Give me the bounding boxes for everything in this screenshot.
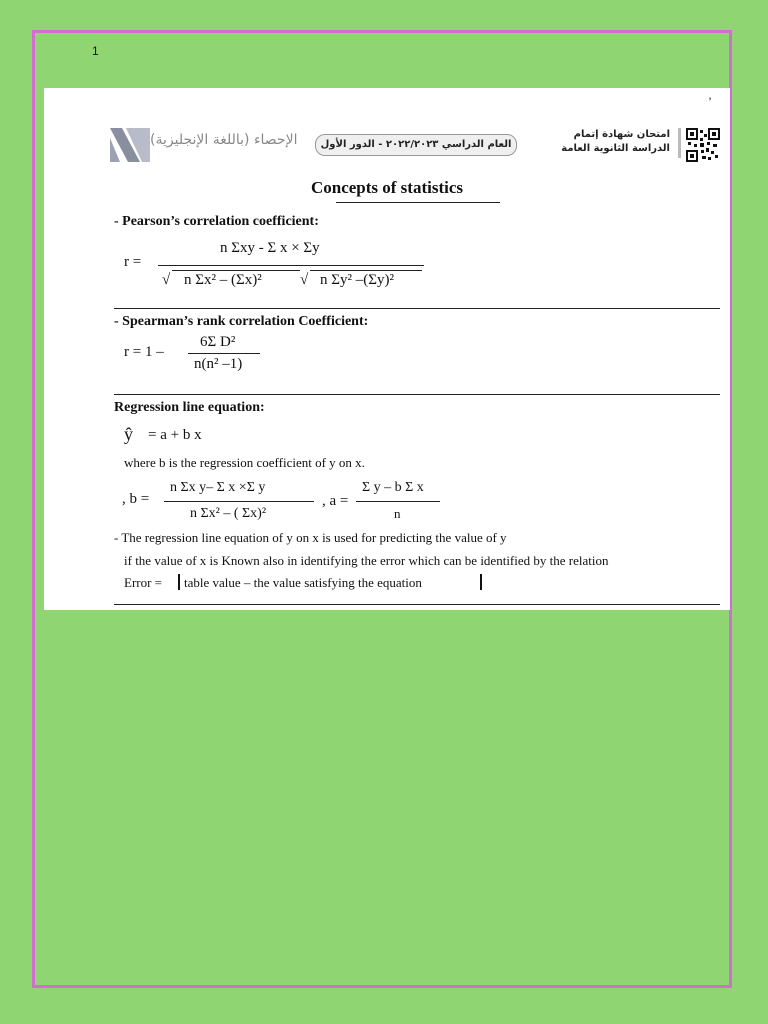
ministry-logo-icon	[110, 128, 150, 162]
scan-mark: ’	[708, 94, 712, 108]
b-denominator: n Σx² – ( Σx)²	[190, 506, 267, 521]
exam-title-arabic	[520, 128, 670, 156]
b-lhs: , b =	[122, 491, 150, 507]
pearson-numerator: n Σxy - Σ x × Σy	[220, 240, 320, 256]
header-divider	[678, 128, 681, 158]
abs-bar-right	[480, 574, 482, 590]
exam-title-line1: امتحان شهادة إتمام	[573, 129, 670, 140]
bottom-rule	[114, 604, 720, 605]
regression-note-2: if the value of x is Known also in identifying the error which can be identified by the relation	[124, 553, 609, 568]
pearson-denominator-y: n Σy² –(Σy)²	[320, 272, 394, 288]
pearson-lhs: r =	[124, 254, 142, 270]
a-lhs: , a =	[322, 493, 349, 509]
pearson-heading: - Pearson’s correlation coefficient:	[114, 214, 319, 229]
a-numerator: Σ y – b Σ x	[362, 480, 424, 495]
spearman-fraction-bar	[188, 353, 260, 354]
pearson-denominator-x: n Σx² – (Σx)²	[184, 272, 262, 288]
document-sheet	[44, 88, 730, 610]
error-body: table value – the value satisfying the equation	[184, 575, 422, 590]
sqrt-icon: √	[300, 272, 309, 288]
a-fraction-bar	[356, 501, 440, 502]
regression-note-1: - The regression line equation of y on x is used for predicting the value of y	[114, 530, 507, 545]
section-divider	[114, 308, 720, 309]
spearman-numerator: 6Σ D²	[200, 334, 236, 350]
regression-heading: Regression line equation:	[114, 400, 265, 415]
error-lhs: Error =	[124, 575, 163, 590]
sqrt-bar-1	[172, 270, 300, 271]
title-underline	[336, 202, 500, 203]
b-fraction-bar	[164, 501, 314, 502]
abs-bar-left	[178, 574, 180, 590]
spearman-lhs: r = 1 –	[124, 344, 164, 360]
exam-title-line2: الدراسة الثانوية العامة	[561, 143, 670, 154]
spearman-denominator: n(n² –1)	[194, 356, 243, 372]
regression-equation: = a + b x	[148, 427, 202, 443]
sqrt-icon: √	[162, 272, 171, 288]
exam-header	[110, 126, 726, 166]
pearson-fraction-bar	[158, 265, 424, 266]
subject-arabic: الإحصاء (باللغة الإنجليزية)	[150, 132, 298, 148]
regression-where: where b is the regression coefficient of y on x.	[124, 455, 365, 470]
spearman-heading: - Spearman’s rank correlation Coefficient:	[114, 314, 369, 329]
section-divider	[114, 394, 720, 395]
y-hat: ŷ	[124, 424, 133, 444]
qr-code-icon	[686, 128, 720, 162]
exam-year-badge: العام الدراسي ٢٠٢٢/٢٠٢٣ - الدور الأول	[315, 134, 517, 156]
page-number: 1	[92, 44, 99, 58]
sqrt-bar-2	[310, 270, 422, 271]
b-numerator: n Σx y– Σ x ×Σ y	[170, 480, 266, 495]
a-denominator: n	[394, 506, 401, 521]
page-title: Concepts of statistics	[310, 178, 464, 197]
